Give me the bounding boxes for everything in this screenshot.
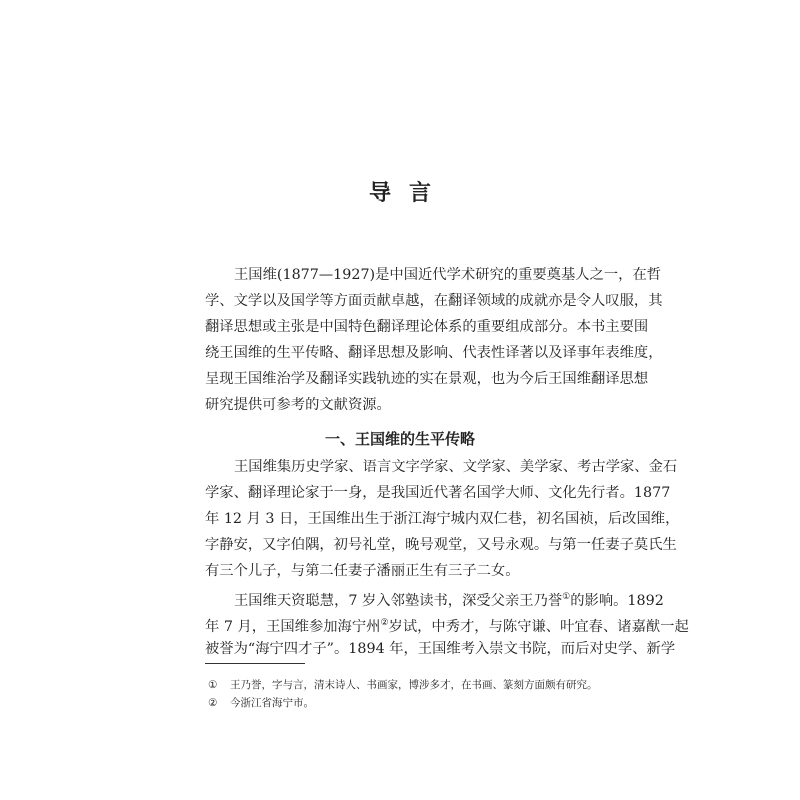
page-title: 导言: [368, 180, 449, 206]
text-line: 有三个儿子，与第二任妻子潘丽正生有三子二女。: [205, 563, 520, 579]
text-line: 绕王国维的生平传略、翻译思想及影响、代表性译著以及译事年表维度，: [205, 345, 663, 361]
footnote-text: 王乃誉，字与言，清末诗人、书画家，博涉多才，在书画、篆刻方面颇有研究。: [230, 679, 598, 691]
footnote: [208, 695, 608, 711]
biography-paragraph: [205, 454, 680, 584]
text: 岁试，中秀才，与陈守谦、叶宜春、诸嘉猷一起: [388, 618, 689, 635]
footnote-ref[interactable]: ②: [380, 618, 389, 628]
text-line: 被誉为“海宁四才子”。1894 年，王国维考入崇文书院，而后对史学、新学: [205, 641, 676, 657]
footnote-ref[interactable]: ①: [562, 592, 571, 602]
text-line: 翻译思想或主张是中国特色翻译理论体系的重要组成部分。本书主要围: [205, 319, 649, 335]
text-line: 研究提供可参考的文献资源。: [205, 397, 391, 413]
footnote-divider: [205, 663, 305, 664]
section-heading: 一、王国维的生平传略: [324, 430, 475, 448]
text-line: 学、文学以及国学等方面贡献卓越，在翻译领域的成就亦是令人叹服，其: [205, 293, 663, 309]
footnote-text: 今浙江省海宁市。: [230, 697, 314, 709]
footnote-mark: ②: [208, 697, 218, 709]
text-line: [205, 584, 664, 610]
text: 的影响。1892: [570, 592, 664, 609]
text-line: 学家、翻译理论家于一身，是我国近代著名国学大师、文化先行者。1877: [205, 485, 671, 501]
text-line: 字静安，又字伯隅，初号礼堂，晚号观堂，又号永观。与第一任妻子莫氏生: [205, 537, 677, 553]
text: 王国维天资聪慧，7 岁入邻塾读书，深受父亲王乃誉: [234, 592, 563, 609]
footnote-mark: ①: [208, 679, 218, 691]
text-line: 王国维(1877—1927)是中国近代学术研究的重要奠基人之一，在哲: [234, 267, 662, 283]
text-line: 呈现王国维治学及翻译实践轨迹的实在景观，也为今后王国维翻译思想: [205, 371, 649, 387]
text-line: 王国维集历史学家、语言文字学家、文学家、美学家、考古学家、金石: [234, 459, 678, 475]
intro-paragraph: [205, 262, 663, 418]
education-paragraph: [205, 584, 689, 662]
text-line: 年 12 月 3 日，王国维出生于浙江海宁城内双仁巷，初名国祯，后改国维，: [205, 511, 680, 527]
footnote: [208, 677, 608, 693]
text-line: [205, 610, 689, 636]
text: 年 7 月，王国维参加海宁州: [205, 618, 381, 635]
